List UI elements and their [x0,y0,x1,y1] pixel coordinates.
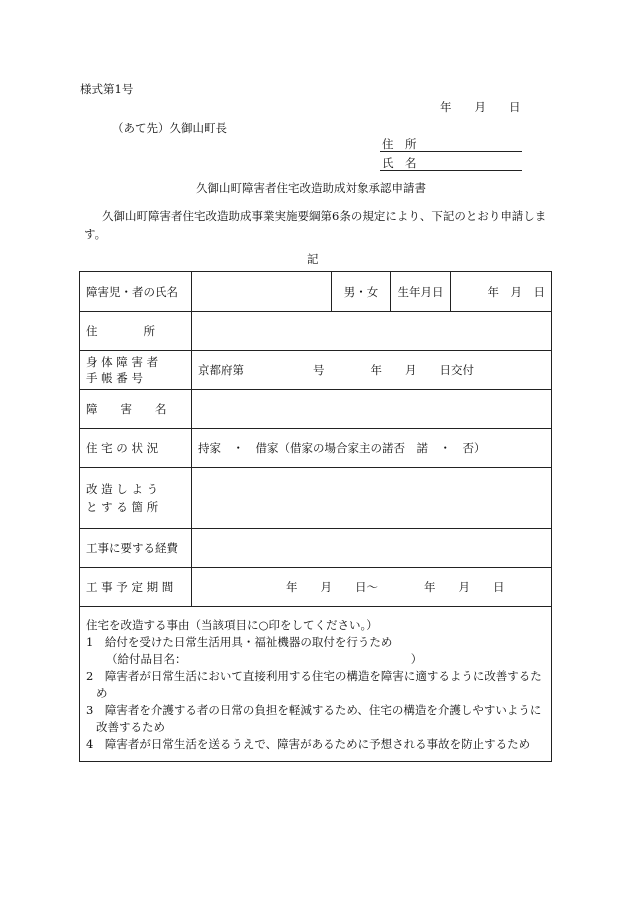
birthdate-value[interactable]: 年 月 日 [451,272,552,312]
intro-text-line1: 久御山町障害者住宅改造助成事業実施要綱第6条の規定により、下記のとおり申請しま [102,209,547,223]
label-handbook [80,351,192,390]
row-housing [80,429,552,468]
disability-value[interactable] [192,390,552,429]
reason-item-3[interactable]: 3 障害者を介護する者の日常の負担を軽減するため、住宅の構造を介護しやすいように改善するため [86,703,542,734]
form-number: 様式第1号 [80,82,134,96]
label-disability: 障 害 名 [80,390,192,429]
cost-value[interactable] [192,529,552,568]
reason-item-1-sub: （給付品目名： ） [106,652,423,666]
label-renovation-line1: 改 造 し よ う [86,482,159,496]
date-line: 年 月 日 [440,100,521,114]
address-field[interactable] [380,151,522,152]
ki-heading: 記 [307,252,319,266]
reason-item-2[interactable]: 2 障害者が日常生活において直接利用する住宅の構造を障害に適するように改善するため [86,669,542,700]
name-field[interactable] [380,170,522,171]
row-address [80,312,552,351]
label-period: 工 事 予 定 期 間 [80,568,192,607]
sex-option[interactable]: 男・女 [332,272,391,312]
name-value[interactable] [192,272,332,312]
address-label: 住 所 [382,137,417,151]
reasons-cell [80,607,552,762]
label-birthdate: 生年月日 [391,272,451,312]
label-handbook-line1: 身 体 障 害 者 [86,355,159,369]
label-renovation-line2: と す る 箇 所 [86,500,159,514]
row-disability [80,390,552,429]
address-value[interactable] [192,312,552,351]
row-period [80,568,552,607]
addressee: （あて先）久御山町長 [112,121,227,135]
period-value[interactable]: 年 月 日〜 年 月 日 [192,568,552,607]
row-reasons [80,607,552,762]
label-housing: 住 宅 の 状 況 [80,429,192,468]
housing-value[interactable]: 持家 ・ 借家（借家の場合家主の諾否 諾 ・ 否） [192,429,552,468]
row-name [80,272,552,312]
reasons-heading: 住宅を改造する事由（当該項目に○印をしてください。） [86,618,378,632]
label-handbook-line2: 手 帳 番 号 [86,371,143,385]
name-label: 氏 名 [382,156,417,170]
label-cost: 工事に要する経費 [80,529,192,568]
document-title: 久御山町障害者住宅改造助成対象承認申請書 [196,181,426,195]
handbook-value[interactable]: 京都府第 号 年 月 日交付 [192,351,552,390]
renovation-area-value[interactable] [192,468,552,529]
label-address: 住 所 [80,312,192,351]
label-renovation-area [80,468,192,529]
row-renovation-area [80,468,552,529]
reason-item-4[interactable]: 4 障害者が日常生活を送るうえで、障害があるために予想される事故を防止するため [86,737,531,751]
intro-text-line2: す。 [84,227,107,241]
application-table [79,271,552,762]
label-name: 障害児・者の氏名 [80,272,192,312]
reason-item-1[interactable]: 1 給付を受けた日常生活用具・福祉機器の取付を行うため [86,635,393,649]
row-cost [80,529,552,568]
row-handbook [80,351,552,390]
